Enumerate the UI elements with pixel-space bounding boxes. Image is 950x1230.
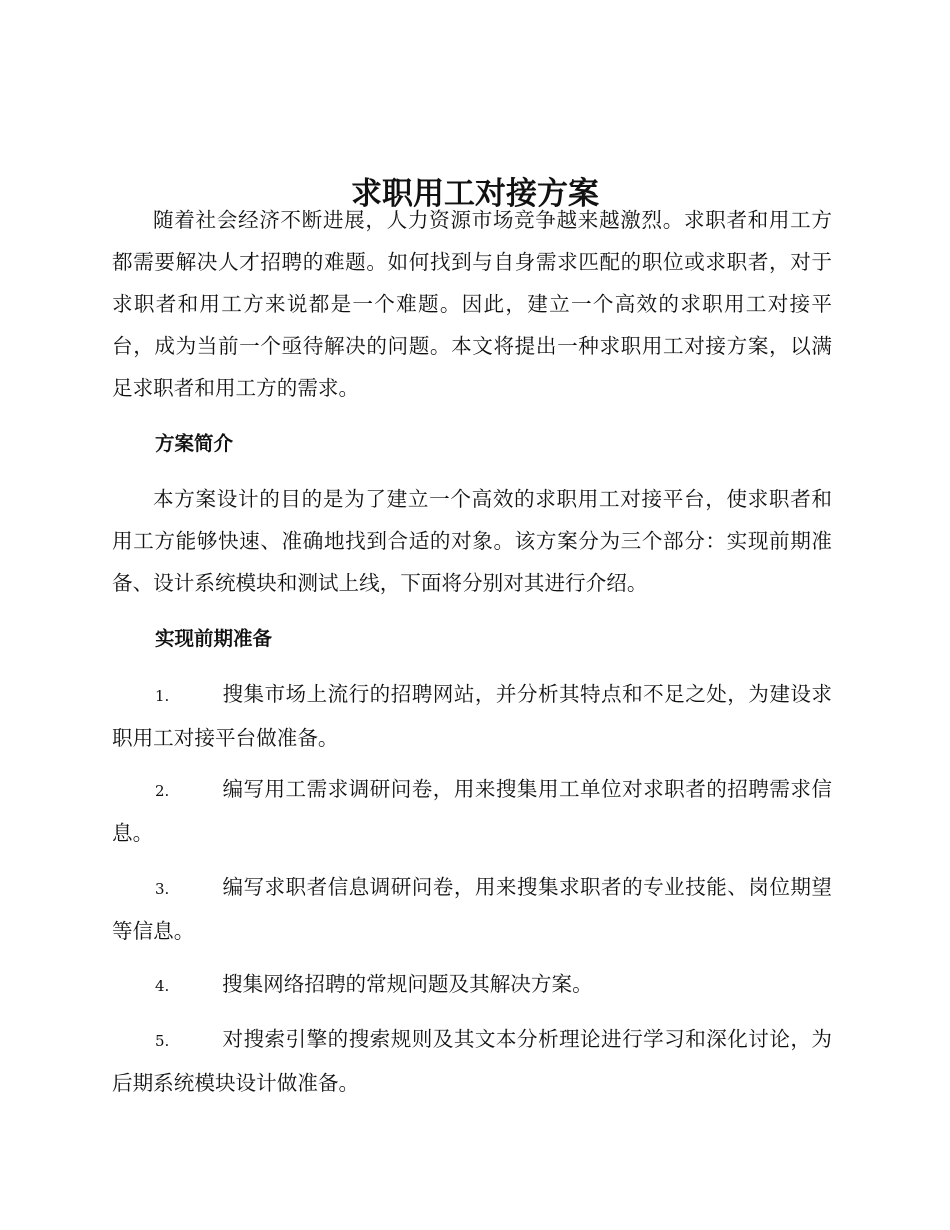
list-item-number: 2. xyxy=(155,782,170,800)
list-item-number: 3. xyxy=(155,880,170,898)
intro-paragraph: 随着社会经济不断进展，人力资源市场竞争越来越激烈。求职者和用工方都需要解决人才招聘的难题。如何找到与自身需求匹配的职位或求职者，对于求职者和用工方来说都是一个难题。因此，建立一个高效的求职用工对接平台，成为当前一个亟待解决的问题。本文将提出一种求职用工对接方案，以满足求职者和用工方的需求。 xyxy=(112,208,832,400)
list-item-text: 搜集网络招聘的常规问题及其解决方案。 xyxy=(222,972,593,996)
list-item-number: 1. xyxy=(155,687,170,705)
section-heading-preparation: 实现前期准备 xyxy=(155,627,273,650)
list-item xyxy=(112,963,832,1007)
list-item xyxy=(112,768,832,854)
list-item xyxy=(112,1018,832,1104)
list-item-number: 4. xyxy=(155,977,170,995)
list-item-number: 5. xyxy=(155,1032,170,1050)
document-title: 求职用工对接方案 xyxy=(351,175,599,212)
list-item xyxy=(112,673,832,759)
list-item-text: 对搜索引擎的搜索规则及其文本分析理论进行学习和深化讨论，为后期系统模块设计做准备。 xyxy=(112,1027,832,1095)
section-heading-overview: 方案简介 xyxy=(155,432,234,455)
overview-paragraph: 本方案设计的目的是为了建立一个高效的求职用工对接平台，使求职者和用工方能够快速、准确地找到合适的对象。该方案分为三个部分：实现前期准备、设计系统模块和测试上线，下面将分别对其进行介绍。 xyxy=(112,487,832,595)
list-item-text: 搜集市场上流行的招聘网站，并分析其特点和不足之处，为建设求职用工对接平台做准备。 xyxy=(112,682,832,750)
list-item-text: 编写求职者信息调研问卷，用来搜集求职者的专业技能、岗位期望等信息。 xyxy=(112,875,832,943)
list-item-text: 编写用工需求调研问卷，用来搜集用工单位对求职者的招聘需求信息。 xyxy=(112,777,832,845)
list-item xyxy=(112,866,832,952)
